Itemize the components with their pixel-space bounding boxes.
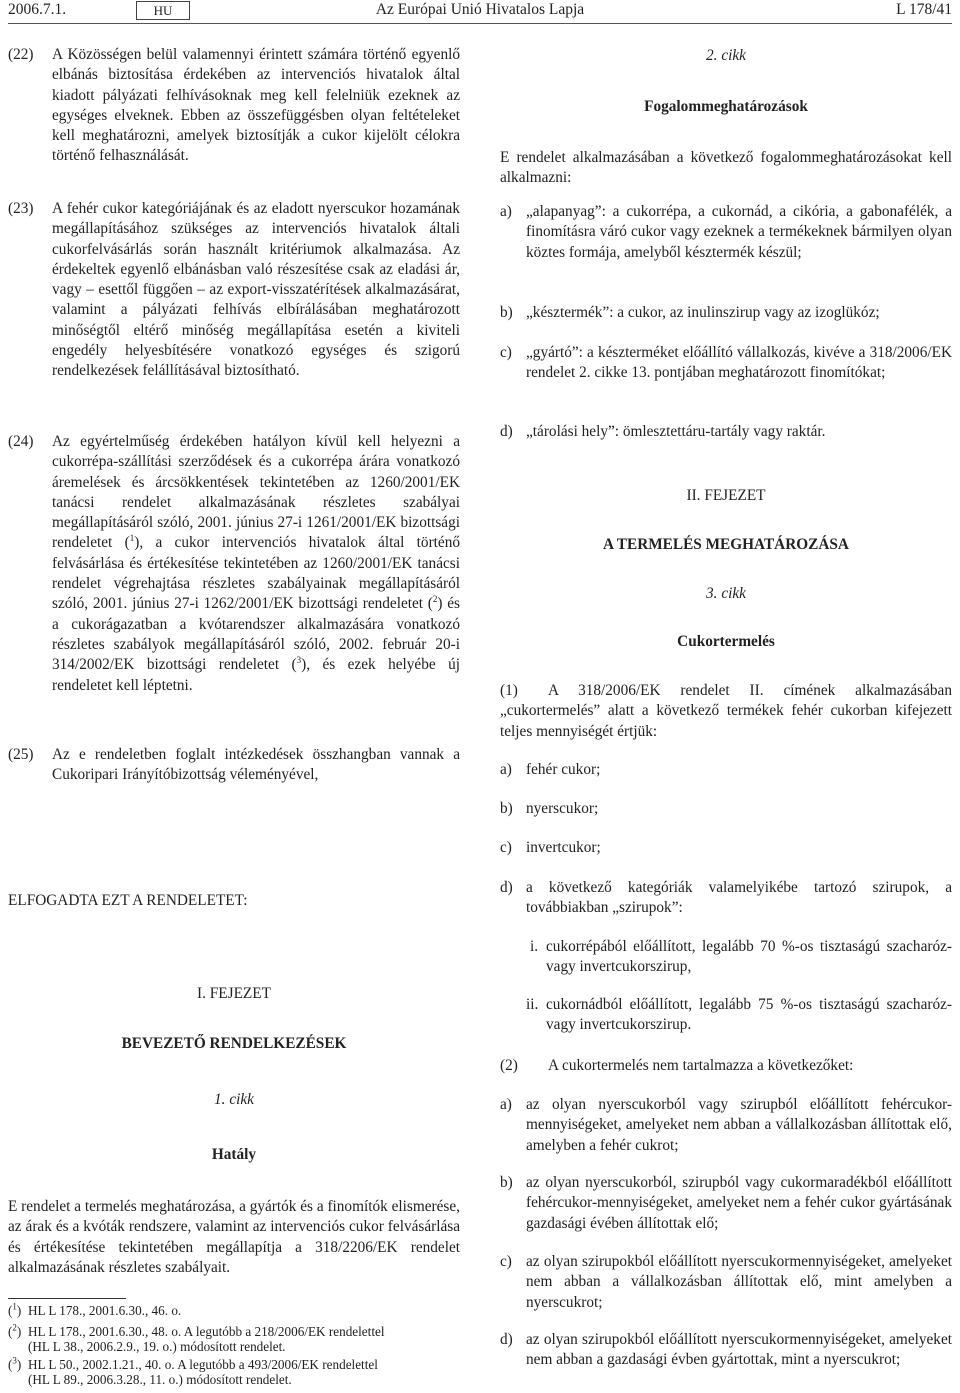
footnote-mark-number: 2 — [12, 1322, 17, 1333]
sub-item-label: ii. — [526, 996, 539, 1013]
recital-number: (25) — [8, 746, 34, 763]
footnote-text: HL L 178., 2001.6.30., 46. o. — [28, 1303, 182, 1318]
footnote-text: HL L 178., 2001.6.30., 48. o. A legutóbb a 218/2006/EK rendelettel — [28, 1324, 385, 1339]
production-item-d — [500, 878, 952, 920]
page-reference: L 178/41 — [896, 1, 952, 18]
recital-23 — [8, 199, 460, 404]
paragraph-text: A 318/2006/EK rendelet II. címének alkalmazásában „cukortermelés” alatt a következő termékek fehér cukorban kifejezett teljes mennyiségét értjük: — [500, 682, 952, 740]
chapter-heading: I. FEJEZET — [197, 985, 271, 1002]
definition-text: „késztermék”: a cukor, az inulinszirup vagy az izoglükóz; — [526, 304, 880, 321]
item-label: d) — [500, 1331, 513, 1348]
footnote-3 — [8, 1355, 460, 1387]
exclusion-item-a — [500, 1095, 952, 1157]
definitions-intro: E rendelet alkalmazásában a következő fogalommeghatározásokat kell alkalmazni: — [500, 149, 952, 187]
exclusion-item-d — [500, 1330, 952, 1392]
item-label: b) — [500, 800, 513, 817]
definition-c — [500, 343, 952, 405]
item-text: invertcukor; — [526, 839, 601, 856]
recital-text-part: Az egyértelműség érdekében hatályon kívül kell helyezni a cukorrépa-szállítási szerződések és a cukorrépa árára vonatkozó áremelések és árcsökkentések tekintetében az 1260/2001/EK tanácsi rendelet alkalmazásának részletes szabályai megállapításáról szóló, 2001. június 27-i 1261/2001/EK bizottsági rendeletet ( — [52, 433, 460, 552]
definition-label: c) — [500, 344, 512, 361]
footnote-ref[interactable]: 2 — [432, 594, 438, 605]
article-title: Hatály — [211, 1146, 257, 1163]
recital-text: Az e rendeletben foglalt intézkedések összhangban vannak a Cukoripari Irányítóbizottság véleményével, — [52, 746, 460, 784]
article-text: E rendelet a termelés meghatározása, a gyártók és a finomítók elismerése, az árak és a kvóták rendszere, valamint az intervenciós cukor felvásárlása és értékesítése tekintetében megállapítja a 318/2206/EK rendelet alkalmazásának részletes szabályait. — [8, 1198, 460, 1276]
item-text: az olyan nyerscukorból, szirupból vagy cukormaradékból előállított fehércukor-mennyiségeket, amelyeket nem a fehér cukor gyártásának gazdasági évében állítottak elő; — [526, 1174, 952, 1232]
footnote-text: (HL L 38., 2006.2.9., 19. o.) módosított rendelet. — [28, 1339, 286, 1354]
chapter-title: BEVEZETŐ RENDELKEZÉSEK — [121, 1035, 347, 1052]
footnote-ref[interactable]: 1 — [129, 533, 135, 544]
definition-text: „gyártó”: a készterméket előállító vállalkozás, kivéve a 318/2006/EK rendelet 2. cikke 13. pontjában meghatározott finomítókat; — [526, 344, 952, 382]
article-heading: 1. cikk — [214, 1091, 254, 1108]
item-label: a) — [500, 1096, 512, 1113]
recital-text-part: ), és ezek helyébe új rendeletet kell léptetni. — [52, 656, 460, 694]
syrup-item-ii — [526, 995, 952, 1037]
recital-22 — [8, 45, 460, 165]
recital-text — [52, 432, 460, 696]
footnote-mark: ($^3$) — [8, 1355, 22, 1372]
item-label: a) — [500, 761, 512, 778]
footnote-2 — [8, 1322, 460, 1354]
footnote-mark: ($^2$) — [8, 1322, 22, 1339]
chapter-title: A TERMELÉS MEGHATÁROZÁSA — [603, 536, 849, 553]
recital-text-part: ) és a cukorágazatban a kvótarendszer alkalmazására vonatkozó részletes szabályok megállapításáról szóló, 2002. február 20-i 314/2002/EK bizottsági rendeletet ( — [52, 595, 460, 674]
item-label: c) — [500, 1253, 512, 1270]
article-2-heading: 2. cikk — [706, 47, 746, 64]
adoption-formula: ELFOGADTA EZT A RENDELETET: — [8, 892, 248, 909]
language-badge: HU — [136, 1, 190, 20]
recital-number: (24) — [8, 433, 34, 450]
header-rule — [8, 23, 952, 24]
definition-label: a) — [500, 203, 512, 220]
item-label: c) — [500, 839, 512, 856]
footnote-rule — [8, 1298, 126, 1299]
recital-24 — [8, 432, 460, 712]
definition-label: b) — [500, 304, 513, 321]
paragraph-1 — [500, 681, 952, 743]
article-2-title: Fogalommeghatározások — [644, 98, 808, 115]
definition-label: d) — [500, 423, 513, 440]
paragraph-number: (1) — [500, 682, 518, 699]
item-text: az olyan szirupokból előállított nyerscukormennyiségeket, amelyeket nem abban a vállalkozásban állítottak elő, mint amelyben a nyerscukrot; — [526, 1253, 952, 1311]
footnote-mark-number: 3 — [12, 1355, 17, 1366]
footnote-mark: ($^1$) — [8, 1301, 22, 1318]
page-header — [8, 0, 952, 22]
publication-date: 2006.7.1. — [8, 1, 67, 18]
footnote-mark-number: 1 — [12, 1301, 17, 1312]
sub-item-text: cukorrépából előállított, legalább 70 %-os tisztaságú szacharóz- vagy invertcukorszirup, — [546, 938, 952, 976]
recital-text: A fehér cukor kategóriájának és az eladott nyerscukor hozamának megállapításához szükséges az intervenciós hivatalok általi cukorfelvásárlás során használt kritériumok alkalmazása. Az érdekeltek egyenlő elbánásban való részesítése csak az eladási ár, vagy – esettől függően – az export-visszatérítések alkalmazásárat, valamint a pályázati felhívás elbírálásában meghatározott minőségtől eltérő minőség megállapítása esetén a kiviteli engedély helyesbítésére vonatkozó egységes és szigorú rendelkezések felállításával biztosítható. — [52, 200, 460, 380]
sub-item-text: cukornádból előállított, legalább 75 %-os tisztaságú szacharóz- vagy invertcukorszirup. — [546, 996, 952, 1034]
footnote-1 — [8, 1301, 460, 1318]
chapter-heading: II. FEJEZET — [686, 487, 766, 504]
journal-title: Az Európai Unió Hivatalos Lapja — [375, 1, 585, 18]
item-text: fehér cukor; — [526, 761, 601, 778]
item-text: az olyan szirupokból előállított nyerscukormennyiségeket, amelyeket nem abban a gazdasági évben gyártottak, mint a nyerscukrot; — [526, 1331, 952, 1369]
footnote-text: HL L 50., 2002.1.21., 40. o. A legutóbb a 493/2006/EK rendelettel — [28, 1357, 378, 1372]
definition-a — [500, 202, 952, 287]
recital-number: (23) — [8, 200, 34, 217]
recital-text-part: ), a cukor intervenciós hivatalok által történő felvásárlása és értékesítése tekintetében az 1260/2001/EK tanácsi rendelet végrehajtása részletes szabályainak megállapításáról szóló, 2001. június 27-i 1262/2001/EK bizottsági rendeletet ( — [52, 534, 460, 613]
exclusion-item-b — [500, 1173, 952, 1235]
item-text: az olyan nyerscukorból vagy szirupból előállított fehércukor-mennyiségeket, amelyeket nem abban a vállalkozásban állítottak elő, amelyben a fehér cukrot; — [526, 1096, 952, 1154]
item-text: nyerscukor; — [526, 800, 599, 817]
paragraph-text: A cukortermelés nem tartalmazza a következőket: — [548, 1057, 854, 1074]
recital-text: A Közösségen belül valamennyi érintett számára történő egyenlő elbánás biztosítása érdekében az intervenciós hivatalok által kiadott pályázati felhívásoknak meg kell felelniük ezeknek az egységes elveknek. Ebben az összefüggésben olyan feltételeket kell meghatározni, amelyek biztosítják a cukor kijelölt célokra történő felhasználását. — [52, 46, 460, 165]
paragraph-number: (2) — [500, 1057, 518, 1074]
recital-25 — [8, 745, 460, 787]
article-3-title: Cukortermelés — [677, 633, 775, 650]
recital-number: (22) — [8, 46, 34, 63]
definition-text: „tárolási hely”: ömlesztettáru-tartály vagy raktár. — [526, 423, 826, 440]
sub-item-label: i. — [530, 938, 539, 955]
definition-text: „alapanyag”: a cukorrépa, a cukornád, a cikória, a gabonafélék, a finomításra váró cukor vagy ezeknek a termékeknek bármilyen olyan köztes formája, amelyből késztermék készül; — [526, 203, 952, 261]
syrup-item-i — [526, 937, 952, 979]
item-label: b) — [500, 1174, 513, 1191]
article-3-heading: 3. cikk — [706, 585, 746, 602]
footnote-ref[interactable]: 3 — [296, 655, 302, 666]
item-label: d) — [500, 879, 513, 896]
item-text: a következő kategóriák valamelyikébe tartozó szirupok, a továbbiakban „szirupok”: — [526, 879, 952, 917]
footnote-text: (HL L 89., 2006.3.28., 11. o.) módosított rendelet. — [28, 1372, 292, 1387]
exclusion-item-c — [500, 1252, 952, 1314]
